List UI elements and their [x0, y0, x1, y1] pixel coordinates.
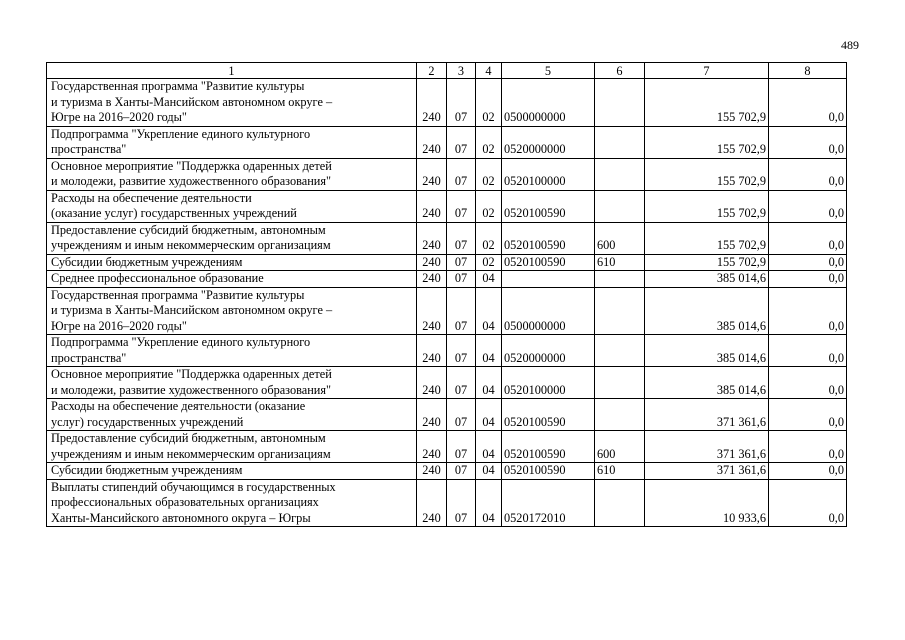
cell-c8: 0,0 [769, 271, 847, 288]
column-header: 5 [502, 63, 595, 79]
column-header: 3 [447, 63, 476, 79]
cell-c4: 04 [476, 479, 502, 527]
row-description [47, 287, 417, 335]
description-line: и туризма в Ханты-Мансийском автономном округе – [51, 303, 333, 317]
cell-c2: 240 [417, 126, 447, 158]
row-description [47, 79, 417, 127]
cell-c3: 07 [447, 287, 476, 335]
cell-c2: 240 [417, 463, 447, 480]
table-row [47, 190, 847, 222]
description-line: Югре на 2016–2020 годы" [51, 318, 187, 333]
cell-c7: 385 014,6 [645, 271, 769, 288]
row-description [47, 431, 417, 463]
description-line: Основное мероприятие "Поддержка одаренных детей [51, 367, 332, 381]
cell-c7: 155 702,9 [645, 79, 769, 127]
cell-c4: 04 [476, 287, 502, 335]
cell-c3: 07 [447, 463, 476, 480]
cell-c2: 240 [417, 79, 447, 127]
cell-c5: 0520100590 [502, 254, 595, 271]
cell-c3: 07 [447, 431, 476, 463]
header-row [47, 63, 847, 79]
cell-c5: 0520000000 [502, 126, 595, 158]
cell-c6: 600 [595, 222, 645, 254]
cell-c2: 240 [417, 254, 447, 271]
column-header: 7 [645, 63, 769, 79]
row-description [47, 367, 417, 399]
cell-c6: 610 [595, 254, 645, 271]
cell-c2: 240 [417, 158, 447, 190]
cell-c6 [595, 479, 645, 527]
row-description [47, 126, 417, 158]
description-line: Субсидии бюджетным учреждениям [51, 254, 243, 269]
table-row [47, 399, 847, 431]
row-description [47, 190, 417, 222]
cell-c6 [595, 367, 645, 399]
cell-c6 [595, 190, 645, 222]
cell-c5: 0520100000 [502, 158, 595, 190]
cell-c4: 04 [476, 463, 502, 480]
description-line: и молодежи, развитие художественного образования" [51, 382, 332, 397]
cell-c7: 371 361,6 [645, 463, 769, 480]
cell-c4: 02 [476, 190, 502, 222]
description-line: Основное мероприятие "Поддержка одаренных детей [51, 158, 332, 173]
budget-table [46, 62, 847, 527]
cell-c2: 240 [417, 479, 447, 527]
cell-c5: 0500000000 [502, 79, 595, 127]
cell-c3: 07 [447, 335, 476, 367]
cell-c5: 0500000000 [502, 287, 595, 335]
cell-c3: 07 [447, 254, 476, 271]
cell-c8: 0,0 [769, 190, 847, 222]
cell-c8: 0,0 [769, 126, 847, 158]
cell-c2: 240 [417, 222, 447, 254]
cell-c4: 04 [476, 399, 502, 431]
column-header: 1 [47, 63, 417, 79]
description-line: Государственная программа "Развитие культуры [51, 79, 305, 93]
table-row [47, 367, 847, 399]
table-row [47, 254, 847, 271]
cell-c6 [595, 335, 645, 367]
cell-c7: 155 702,9 [645, 254, 769, 271]
row-description [47, 463, 417, 480]
cell-c5: 0520100590 [502, 463, 595, 480]
description-line: Предоставление субсидий бюджетным, автономным [51, 222, 326, 237]
row-description [47, 271, 417, 288]
description-line: Среднее профессиональное образование [51, 271, 264, 285]
cell-c8: 0,0 [769, 399, 847, 431]
cell-c3: 07 [447, 126, 476, 158]
cell-c4: 04 [476, 431, 502, 463]
table-row [47, 79, 847, 127]
cell-c8: 0,0 [769, 367, 847, 399]
cell-c6 [595, 287, 645, 335]
cell-c3: 07 [447, 158, 476, 190]
row-description [47, 254, 417, 271]
cell-c3: 07 [447, 271, 476, 288]
cell-c3: 07 [447, 479, 476, 527]
cell-c6 [595, 158, 645, 190]
cell-c6 [595, 399, 645, 431]
description-line: учреждениям и иным некоммерческим организациям [51, 446, 331, 461]
column-header: 6 [595, 63, 645, 79]
cell-c4: 02 [476, 158, 502, 190]
description-line: пространства" [51, 350, 127, 365]
cell-c7: 385 014,6 [645, 367, 769, 399]
column-header: 4 [476, 63, 502, 79]
cell-c5: 0520100590 [502, 431, 595, 463]
description-line: профессиональных образовательных организациях [51, 495, 319, 509]
cell-c3: 07 [447, 399, 476, 431]
cell-c5: 0520100590 [502, 190, 595, 222]
cell-c5: 0520000000 [502, 335, 595, 367]
table-row [47, 479, 847, 527]
table-row [47, 463, 847, 480]
description-line: Расходы на обеспечение деятельности (оказание [51, 399, 306, 413]
description-line: учреждениям и иным некоммерческим организациям [51, 238, 331, 252]
table-row [47, 335, 847, 367]
cell-c6 [595, 79, 645, 127]
description-line: услуг) государственных учреждений [51, 414, 244, 429]
cell-c6: 600 [595, 431, 645, 463]
cell-c5 [502, 271, 595, 288]
description-line: Ханты-Мансийского автономного округа – Югры [51, 510, 311, 525]
column-header: 8 [769, 63, 847, 79]
row-description [47, 479, 417, 527]
cell-c3: 07 [447, 190, 476, 222]
cell-c7: 371 361,6 [645, 431, 769, 463]
cell-c8: 0,0 [769, 335, 847, 367]
row-description [47, 158, 417, 190]
cell-c4: 02 [476, 222, 502, 254]
cell-c2: 240 [417, 431, 447, 463]
description-line: пространства" [51, 142, 127, 156]
cell-c5: 0520100000 [502, 367, 595, 399]
cell-c4: 02 [476, 254, 502, 271]
cell-c5: 0520100590 [502, 399, 595, 431]
cell-c4: 02 [476, 79, 502, 127]
description-line: Расходы на обеспечение деятельности [51, 190, 252, 205]
description-line: Подпрограмма "Укрепление единого культурного [51, 335, 311, 349]
cell-c8: 0,0 [769, 158, 847, 190]
table-row [47, 271, 847, 288]
description-line: Субсидии бюджетным учреждениям [51, 463, 243, 477]
cell-c2: 240 [417, 271, 447, 288]
description-line: Предоставление субсидий бюджетным, автономным [51, 431, 326, 445]
cell-c2: 240 [417, 367, 447, 399]
cell-c7: 10 933,6 [645, 479, 769, 527]
cell-c7: 155 702,9 [645, 190, 769, 222]
description-line: (оказание услуг) государственных учреждений [51, 206, 297, 220]
description-line: Государственная программа "Развитие культуры [51, 287, 305, 302]
column-header: 2 [417, 63, 447, 79]
cell-c4: 04 [476, 271, 502, 288]
row-description [47, 335, 417, 367]
cell-c5: 0520100590 [502, 222, 595, 254]
row-description [47, 222, 417, 254]
cell-c4: 04 [476, 367, 502, 399]
cell-c8: 0,0 [769, 222, 847, 254]
cell-c8: 0,0 [769, 431, 847, 463]
table-body [47, 79, 847, 527]
page-number: 489 [841, 38, 859, 52]
cell-c8: 0,0 [769, 463, 847, 480]
cell-c7: 155 702,9 [645, 126, 769, 158]
cell-c4: 04 [476, 335, 502, 367]
table-row [47, 287, 847, 335]
cell-c7: 385 014,6 [645, 287, 769, 335]
table-row [47, 158, 847, 190]
cell-c2: 240 [417, 335, 447, 367]
cell-c7: 155 702,9 [645, 158, 769, 190]
cell-c3: 07 [447, 79, 476, 127]
cell-c8: 0,0 [769, 479, 847, 527]
table-row [47, 222, 847, 254]
cell-c3: 07 [447, 222, 476, 254]
table-row [47, 126, 847, 158]
cell-c2: 240 [417, 399, 447, 431]
cell-c4: 02 [476, 126, 502, 158]
cell-c7: 371 361,6 [645, 399, 769, 431]
cell-c7: 155 702,9 [645, 222, 769, 254]
cell-c6: 610 [595, 463, 645, 480]
cell-c5: 0520172010 [502, 479, 595, 527]
cell-c2: 240 [417, 190, 447, 222]
cell-c6 [595, 126, 645, 158]
cell-c3: 07 [447, 367, 476, 399]
description-line: и туризма в Ханты-Мансийском автономном округе – [51, 94, 333, 109]
description-line: Подпрограмма "Укрепление единого культурного [51, 126, 311, 141]
cell-c2: 240 [417, 287, 447, 335]
cell-c8: 0,0 [769, 79, 847, 127]
cell-c7: 385 014,6 [645, 335, 769, 367]
cell-c8: 0,0 [769, 287, 847, 335]
description-line: и молодежи, развитие художественного образования" [51, 174, 332, 188]
row-description [47, 399, 417, 431]
description-line: Выплаты стипендий обучающимся в государственных [51, 479, 336, 494]
description-line: Югре на 2016–2020 годы" [51, 110, 187, 124]
table-row [47, 431, 847, 463]
cell-c8: 0,0 [769, 254, 847, 271]
cell-c6 [595, 271, 645, 288]
